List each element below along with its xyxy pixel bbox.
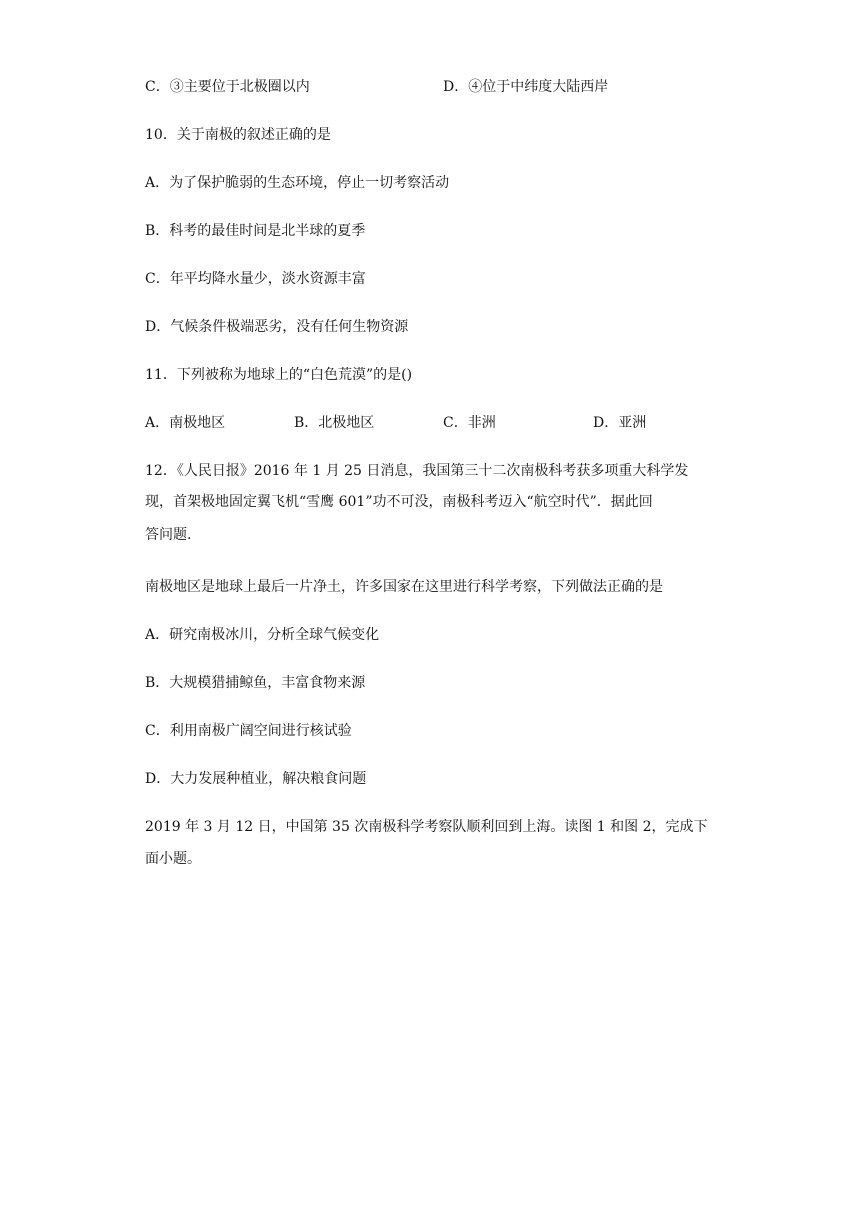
q10-option-c: C．年平均降水量少，淡水资源丰富 (145, 271, 366, 287)
q10-option-d: D．气候条件极端恶劣，没有任何生物资源 (145, 319, 409, 335)
q12-option-d: D．大力发展种植业，解决粮食问题 (145, 771, 367, 787)
q11-stem: 11．下列被称为地球上的“白色荒漠”的是() (145, 367, 413, 383)
q12-stem-line1: 12．《人民日报》2016 年 1 月 25 日消息，我国第三十二次南极科考获多项重大科学发 (145, 463, 689, 479)
q12-option-c: C．利用南极广阔空间进行核试验 (145, 723, 352, 739)
intro-line1: 2019 年 3 月 12 日，中国第 35 次南极科学考察队顺利回到上海。读图 1 和图 2，完成下 (145, 819, 708, 835)
q10-option-a: A．为了保护脆弱的生态环境，停止一切考察活动 (145, 175, 450, 191)
q11-option-d: D．亚洲 (593, 415, 647, 431)
q11-option-a: A．南极地区 (145, 415, 226, 431)
q9-option-d: D．④位于中纬度大陆西岸 (443, 79, 609, 95)
q12-stem-line2: 现，首架极地固定翼飞机“雪鹰 601”功不可没，南极科考迈入“航空时代”．据此回 (145, 494, 653, 510)
intro-line2: 面小题。 (145, 851, 201, 867)
q9-option-c: C．③主要位于北极圈以内 (145, 79, 310, 95)
q12-option-a: A．研究南极冰川，分析全球气候变化 (145, 627, 380, 643)
q10-stem: 10．关于南极的叙述正确的是 (145, 127, 331, 143)
q11-option-b: B．北极地区 (294, 415, 375, 431)
q12-stem-line3: 答问题. (145, 527, 192, 543)
q12-sub-question: 南极地区是地球上最后一片净土，许多国家在这里进行科学考察，下列做法正确的是 (145, 579, 663, 595)
q10-option-b: B．科考的最佳时间是北半球的夏季 (145, 223, 366, 239)
q12-option-b: B．大规模猎捕鲸鱼，丰富食物来源 (145, 675, 366, 691)
q11-option-c: C．非洲 (443, 415, 496, 431)
